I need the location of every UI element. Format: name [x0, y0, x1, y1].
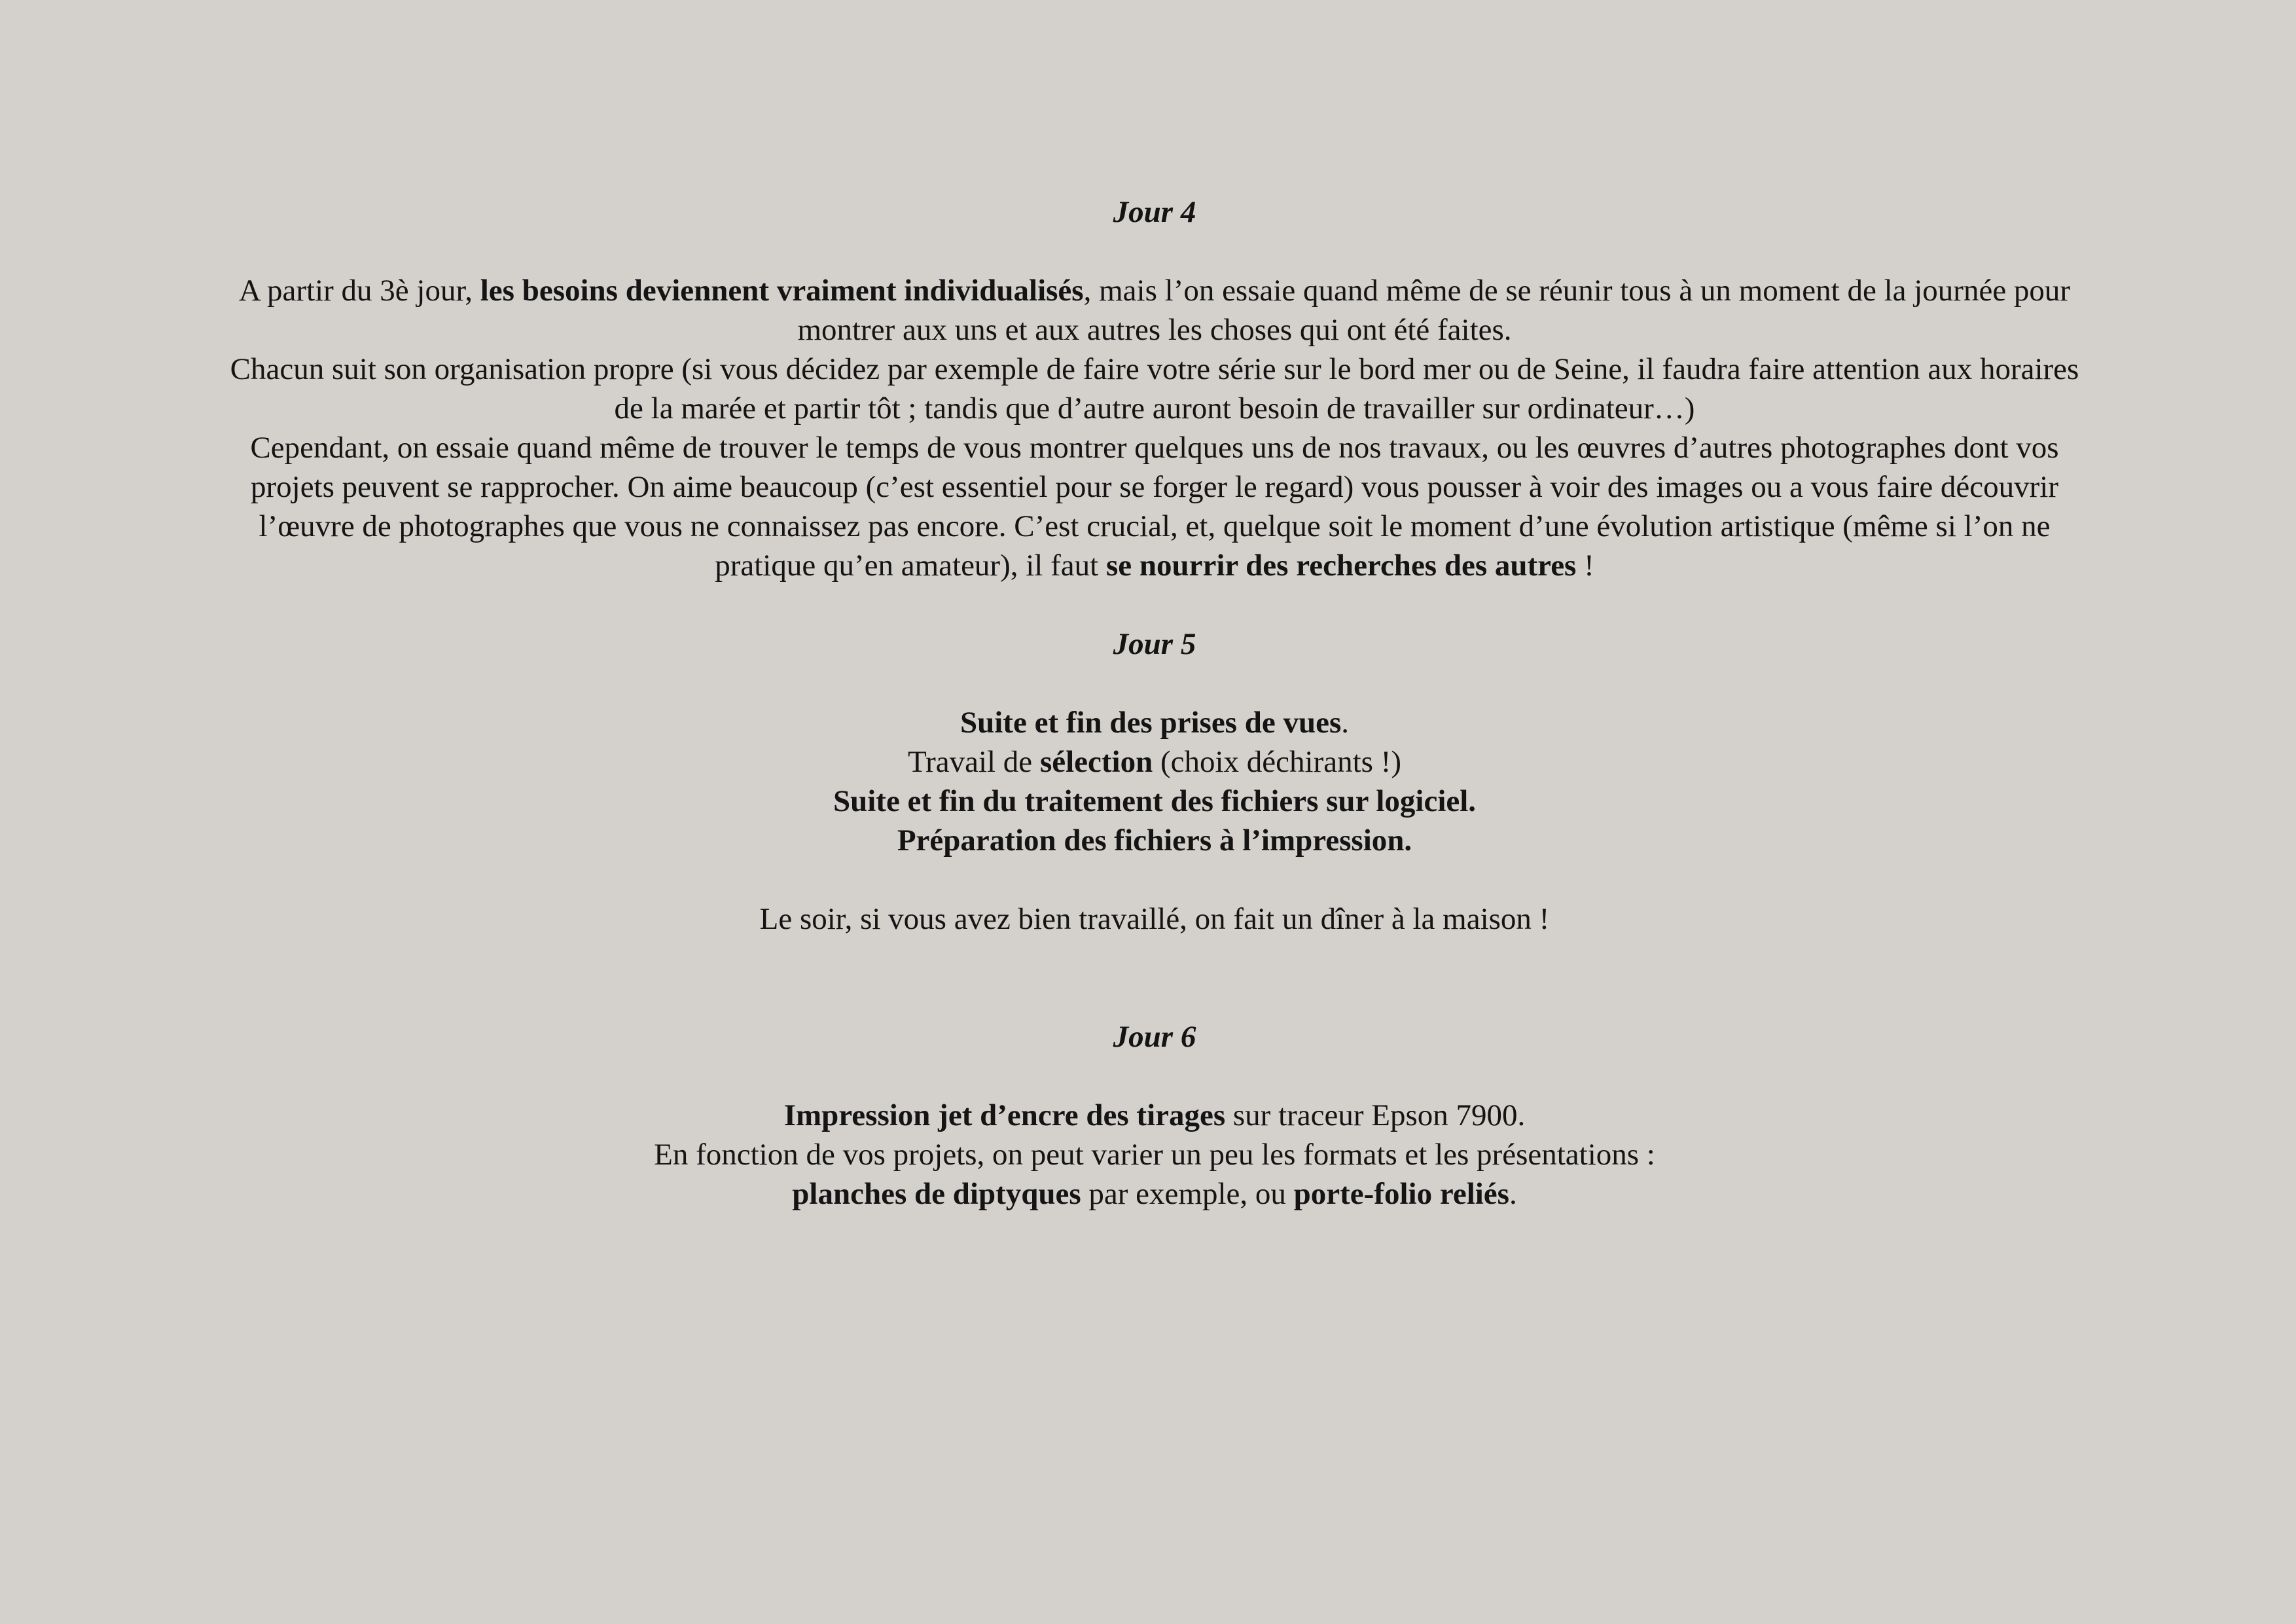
- day4-paragraph-1: [223, 271, 2087, 350]
- day5-line2-bold: sélection: [1039, 745, 1153, 779]
- day5-line-4: [223, 821, 2087, 860]
- day4-p3-text-c: !: [1576, 549, 1594, 583]
- day6-line3-text-a: par exemple, ou: [1081, 1177, 1294, 1211]
- day5-line4-bold: Préparation des fichiers à l’impression.: [897, 823, 1412, 857]
- spacer: [223, 939, 2087, 1017]
- spacer: [223, 860, 2087, 899]
- day4-p1-text-c: , mais l’on essaie quand même de se réunir tous à un moment de la journée pour montrer aux uns et aux autres les choses qui ont été faites.: [797, 274, 2071, 347]
- spacer: [223, 585, 2087, 624]
- day4-paragraph-3: [223, 428, 2087, 585]
- day5-line1-bold: Suite et fin des prises de vues: [960, 706, 1342, 740]
- document-page: [223, 192, 2087, 1214]
- spacer: [223, 232, 2087, 271]
- day4-paragraph-2: Chacun suit son organisation propre (si vous décidez par exemple de faire votre série sur le bord mer ou de Seine, il faudra faire attention aux horaires de la marée et partir tôt ; tandis que d’autre auront besoin de travailler sur ordinateur…): [230, 352, 2079, 425]
- day4-p1-bold: les besoins deviennent vraiment individualisés: [480, 274, 1084, 308]
- day6-line1-bold: Impression jet d’encre des tirages: [783, 1098, 1226, 1132]
- day5-line2-text-a: Travail de: [908, 745, 1040, 779]
- day6-line-2: En fonction de vos projets, on peut varier un peu les formats et les présentations :: [654, 1138, 1655, 1172]
- day4-heading: Jour 4: [1113, 195, 1196, 229]
- day6-line-3: [223, 1174, 2087, 1214]
- spacer: [223, 1056, 2087, 1096]
- day5-line2-text-c: (choix déchirants !): [1153, 745, 1401, 779]
- day6-line-1: [223, 1096, 2087, 1135]
- day5-evening: Le soir, si vous avez bien travaillé, on fait un dîner à la maison !: [759, 902, 1550, 936]
- day4-p3-text-a: Cependant, on essaie quand même de trouver le temps de vous montrer quelques uns de nos travaux, ou les œuvres d’autres photographes dont vos projets peuvent se rapprocher. On aime beaucoup (c’est essentiel pour se forger le regard) vous pousser à voir des images ou a vous faire découvrir l’œuvre de photographes que vous ne connaissez pas encore. C’est crucial, et, quelque soit le moment d’une évolution artistique (même si l’on ne pratique qu’en amateur), il faut: [250, 431, 2059, 583]
- day6-line3-text-c: .: [1509, 1177, 1517, 1211]
- day5-line1-text: .: [1341, 706, 1350, 740]
- day5-line-3: [223, 782, 2087, 821]
- day5-line-1: [223, 703, 2087, 742]
- day4-p3-bold: se nourrir des recherches des autres: [1105, 549, 1577, 583]
- day5-line-2: [223, 742, 2087, 782]
- day5-line3-bold: Suite et fin du traitement des fichiers sur logiciel.: [833, 784, 1477, 818]
- day6-line3-bold-1: planches de diptyques: [792, 1177, 1081, 1211]
- day4-p1-text-a: A partir du 3è jour,: [238, 274, 480, 308]
- day5-heading: Jour 5: [1113, 627, 1196, 661]
- spacer: [223, 664, 2087, 703]
- day6-line3-bold-2: porte-folio reliés: [1293, 1177, 1509, 1211]
- day6-heading: Jour 6: [1113, 1020, 1196, 1054]
- day6-line1-text: sur traceur Epson 7900.: [1225, 1098, 1526, 1132]
